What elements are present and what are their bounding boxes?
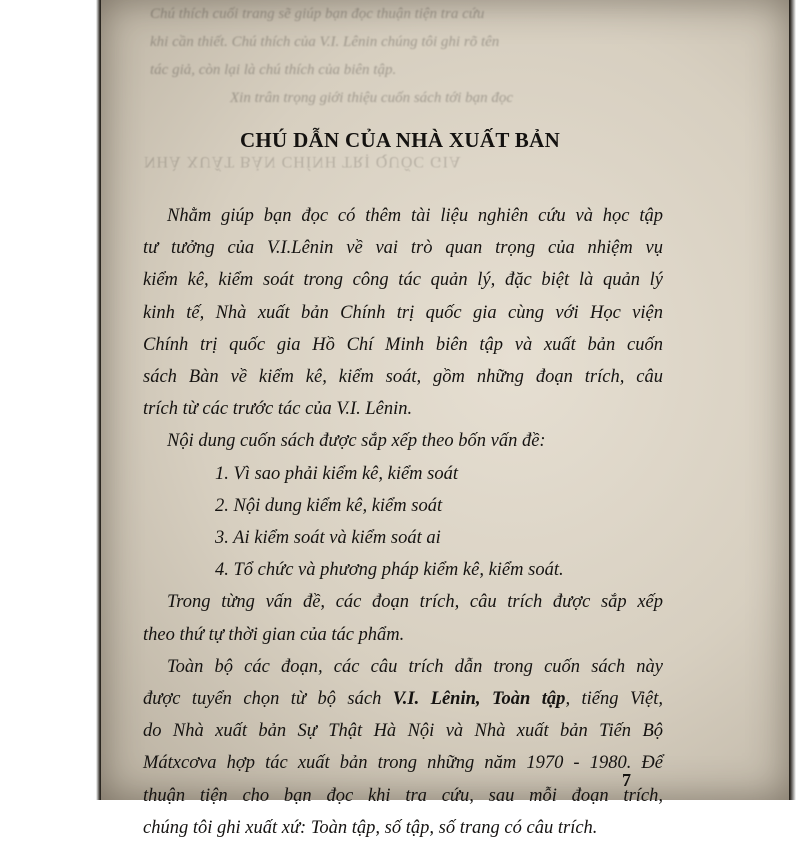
list-item: 1. Vì sao phải kiểm kê, kiểm soát: [215, 463, 459, 484]
list-item: 4. Tổ chức và phương pháp kiểm kê, kiểm soát.: [215, 560, 564, 581]
book-title-bold: V.I. Lênin, Toàn tập: [392, 689, 566, 710]
paragraph-line: trích từ các trước tác của V.I. Lênin.: [143, 399, 413, 420]
paragraph-line: theo thứ tự thời gian của tác phẩm.: [143, 624, 405, 645]
text-segment: được tuyển chọn từ bộ sách: [143, 689, 393, 710]
paragraph-line: sách Bàn về kiểm kê, kiểm soát, gồm những đoạn trích, câu: [143, 367, 663, 388]
previous-text-line: tác giả, còn lại là chú thích của biên tập.: [150, 62, 397, 78]
bleed-through-text: NHÀ XUẤT BẢN CHÍNH TRỊ QUỐC GIA: [144, 153, 462, 170]
paragraph-line: do Nhà xuất bản Sự Thật Hà Nội và Nhà xuất bản Tiến Bộ: [143, 721, 663, 742]
page-title: CHÚ DẪN CỦA NHÀ XUẤT BẢN: [239, 128, 561, 152]
paragraph-line: chúng tôi ghi xuất xứ: Toàn tập, số tập, số trang có câu trích.: [143, 817, 598, 838]
paragraph-line: Toàn bộ các đoạn, các câu trích dẫn trong cuốn sách này: [167, 656, 663, 677]
previous-section-text: [150, 0, 670, 112]
paragraph-line: Nhằm giúp bạn đọc có thêm tài liệu nghiên cứu và học tập: [167, 206, 663, 226]
text-segment: , tiếng Việt,: [565, 689, 663, 710]
list-item: 2. Nội dung kiểm kê, kiểm soát: [215, 495, 443, 516]
paragraph-line: Mátxcơva hợp tác xuất bản trong những năm 1970 - 1980. Để: [143, 753, 663, 774]
page-number: 7: [622, 770, 631, 790]
paragraph-line: kiểm kê, kiểm soát trong công tác quản lý, đặc biệt là quản lý: [143, 270, 663, 291]
paragraph-line: [143, 683, 663, 715]
paragraph-line: Nội dung cuốn sách được sắp xếp theo bốn vấn đề:: [167, 431, 546, 452]
paragraph-line: tư tưởng của V.I.Lênin về vai trò quan trọng của nhiệm vụ: [143, 238, 663, 259]
previous-text-line: Xin trân trọng giới thiệu cuốn sách tới bạn đọc: [230, 90, 514, 106]
previous-text-line: Chú thích cuối trang sẽ giúp bạn đọc thuận tiện tra cứu: [150, 6, 485, 22]
list-item: 3. Ai kiểm soát và kiểm soát ai: [215, 528, 441, 549]
paragraph-line: Trong từng vấn đề, các đoạn trích, câu trích được sắp xếp: [167, 592, 663, 613]
paragraph-line: kinh tế, Nhà xuất bản Chính trị quốc gia cùng với Học viện: [143, 302, 663, 323]
body-text: [143, 200, 663, 844]
paragraph-line: thuận tiện cho bạn đọc khi tra cứu, sau mỗi đoạn trích,: [143, 785, 663, 806]
paragraph-line: Chính trị quốc gia Hồ Chí Minh biên tập và xuất bản cuốn: [143, 334, 663, 355]
previous-text-line: khi cần thiết. Chú thích của V.I. Lênin chúng tôi ghi rõ tên: [150, 34, 500, 50]
